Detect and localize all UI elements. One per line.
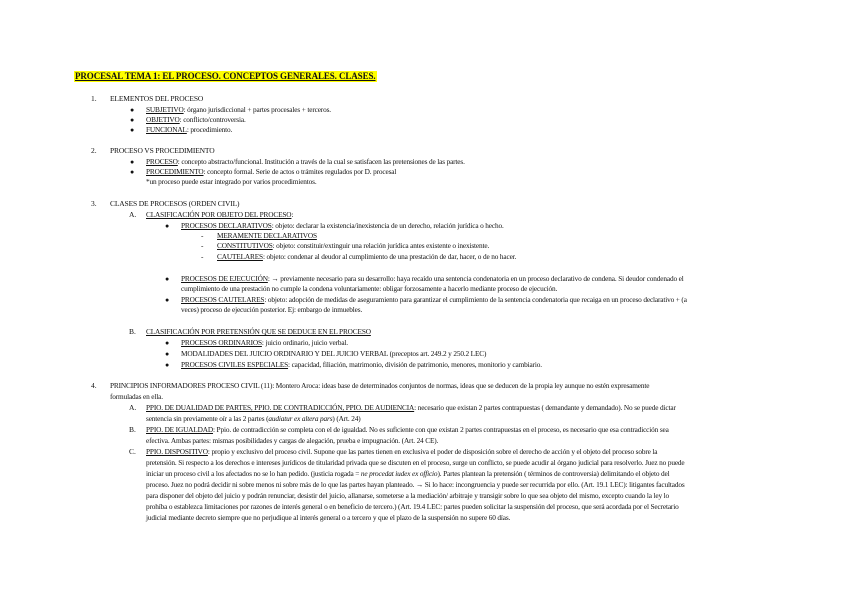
s3a-cautelares-line2: veces) proceso de ejecución posterior. Ej: embargo de inmuebles. bbox=[181, 305, 363, 314]
s3b-ordinarios: PROCESOS ORDINARIOS: juicio ordinario, juicio verbal. bbox=[181, 338, 348, 347]
s1-item-funcional: FUNCIONAL: procedimiento. bbox=[146, 125, 233, 134]
s3a-sub-meramente: MERAMENTE DECLARATIVOS bbox=[217, 231, 317, 240]
section-2-number: 2. bbox=[91, 146, 97, 155]
s4c-line3: iniciar un proceso civil a los afectados no se lo han pedido. (justicia rogada = ne procedat iudex ex officio). Partes plantean la pretensión ( términos de controversia) delimitando el objeto del bbox=[146, 469, 670, 478]
bullet-icon: ● bbox=[165, 350, 170, 358]
section-4-line2: formuladas en ella. bbox=[110, 392, 163, 401]
section-3b-letter: B. bbox=[129, 327, 136, 336]
document-title: PROCESAL TEMA 1: EL PROCESO. CONCEPTOS GENERALES. CLASES. bbox=[75, 71, 376, 81]
section-3a-letter: A. bbox=[129, 210, 137, 219]
section-1-heading: ELEMENTOS DEL PROCESO bbox=[110, 94, 204, 103]
bullet-icon: ● bbox=[165, 275, 170, 283]
s4c-line7: judicial mediante decreto siempre que no perjudique al interés general o a tercero y que el plazo de la suspensión no supere 60 días. bbox=[146, 513, 511, 522]
dash-icon: - bbox=[201, 252, 204, 261]
s3a-ejecucion-line1: PROCESOS DE EJECUCIÓN: → previamente necesario para su desarrollo: haya recaído una sentencia condenatoria en un proceso declarativo de condena. Si deudor condenado el bbox=[181, 274, 684, 283]
s4a-line1: PPIO. DE DUALIDAD DE PARTES, PPIO. DE CONTRADICCIÓN, PPIO. DE AUDIENCIA: necesario que existan 2 partes contrapuestas ( demandante y demandado). No se puede dictar bbox=[146, 403, 676, 412]
section-2-heading: PROCESO VS PROCEDIMIENTO bbox=[110, 146, 215, 155]
s4a-line2: sentencia sin previamente oír a las 2 partes (audiatur ex altera pars) (Art. 24) bbox=[146, 414, 361, 423]
s1-item-objetivo: OBJETIVO: conflicto/controversia. bbox=[146, 115, 246, 124]
s2-item-procedimiento: PROCEDIMIENTO: concepto formal. Serie de actos o trámites regulados por D. procesal bbox=[146, 167, 397, 176]
bullet-icon: ● bbox=[165, 361, 170, 369]
s4c-line2: pretensión. Si respecto a los derechos e intereses jurídicos de titularidad privada que se discuten en el proceso, surge un conflicto, se puede acudir al órgano judicial para resolverlo. Juez no puede bbox=[146, 458, 685, 467]
bullet-icon: ● bbox=[165, 296, 170, 304]
s4c-line4: proceso. Juez no podrá decidir ni sobre menos ni sobre más de lo que las partes hayan planteado. → Si lo hace: incongruencia y puede ser recurrida por ello. (Art. 19.1 LEC): litigantes facultados bbox=[146, 480, 685, 489]
s3b-modalidades: MODALIDADES DEL JUICIO ORDINARIO Y DEL JUICIO VERBAL (preceptos art. 249.2 y 250.2 LEC) bbox=[181, 349, 487, 358]
dash-icon: - bbox=[201, 231, 204, 240]
s2-item-proceso: PROCESO: concepto abstracto/funcional. Institución a través de la cual se satisfacen las pretensiones de las partes. bbox=[146, 157, 465, 166]
section-3b-heading: CLASIFICACIÓN POR PRETENSIÓN QUE SE DEDUCE EN EL PROCESO bbox=[146, 327, 371, 336]
dash-icon: - bbox=[201, 241, 204, 250]
section-4-line1: PRINCIPIOS INFORMADORES PROCESO CIVIL (11): Montero Aroca: ideas base de determinados conjuntos de normas, ideas que se deducen de la propia ley aunque no estén expresamente bbox=[110, 381, 650, 390]
s3a-sub-constitutivos: CONSTITUTIVOS: objeto: constituir/extinguir una relación jurídica antes existente o inexistente. bbox=[217, 241, 490, 250]
s3a-declarativos: PROCESOS DECLARATIVOS: objeto: declarar la existencia/inexistencia de un derecho, relación jurídica o hecho. bbox=[181, 221, 504, 230]
s3a-ejecucion-line2: cumplimiento de una prestación no cumple la condena voluntariamente: obligar forzosamente a hacerlo mediante proceso de ejecución. bbox=[181, 284, 558, 293]
s4b-line2: efectiva. Ambas partes: mismas posibilidades y cargas de alegación, prueba e impugnación. (Art. 24 CE). bbox=[146, 436, 439, 445]
bullet-icon: ● bbox=[165, 339, 170, 347]
bullet-icon: ● bbox=[130, 126, 135, 134]
s4b-line1: PPIO. DE IGUALDAD: Ppio. de contradicción se completa con el de igualdad. No es suficiente con que existan 2 partes contrapuestas en el proceso, es necesario que esa contradicción sea bbox=[146, 425, 669, 434]
bullet-icon: ● bbox=[130, 168, 135, 176]
section-3-heading: CLASES DE PROCESOS (ORDEN CIVIL) bbox=[110, 199, 240, 208]
section-3-number: 3. bbox=[91, 199, 97, 208]
section-4-number: 4. bbox=[91, 381, 97, 390]
section-4a-letter: A. bbox=[129, 403, 137, 412]
s4c-line5: para disponer del objeto del juicio y podrán renunciar, desistir del juicio, allanarse, someterse a la mediación/ arbitraje y transigir sobre lo que sea objeto del mismo, excepto cuando la ley lo bbox=[146, 491, 670, 500]
bullet-icon: ● bbox=[165, 222, 170, 230]
section-3a-heading: CLASIFICACIÓN POR OBJETO DEL PROCESO: bbox=[146, 210, 294, 219]
s2-note: *un proceso puede estar integrado por varios procedimientos. bbox=[146, 177, 317, 186]
section-4c-letter: C. bbox=[129, 447, 136, 456]
section-1-number: 1. bbox=[91, 94, 97, 103]
bullet-icon: ● bbox=[130, 158, 135, 166]
s1-item-subjetivo: SUBJETIVO: órgano jurisdiccional + partes procesales + terceros. bbox=[146, 105, 331, 114]
bullet-icon: ● bbox=[130, 116, 135, 124]
s4c-line1: PPIO. DISPOSITIVO: propio y exclusivo del proceso civil. Supone que las partes tienen en exclusiva el poder de disposición sobre el derecho de acción y el objeto del proceso sobre la bbox=[146, 447, 658, 456]
s4c-line6: prohíba o establezca limitaciones por razones de interés general o en beneficio de tercero.) (Art. 19.4 LEC: partes pueden solicitar la suspensión del proceso, que será acordada por el Secretario bbox=[146, 502, 679, 511]
s3a-cautelares-line1: PROCESOS CAUTELARES: objeto: adopción de medidas de aseguramiento para garantizar el cumplimiento de la sentencia condenatoria que recaiga en un proceso declarativo + (a bbox=[181, 295, 687, 304]
s3b-especiales: PROCESOS CIVILES ESPECIALES: capacidad, filiación, matrimonio, división de patrimonio, menores, monitorio y cambiario. bbox=[181, 360, 542, 369]
bullet-icon: ● bbox=[130, 106, 135, 114]
s3a-sub-cautelares: CAUTELARES: objeto: condenar al deudor al cumplimiento de una prestación de dar, hacer, o de no hacer. bbox=[217, 252, 517, 261]
section-4b-letter: B. bbox=[129, 425, 136, 434]
